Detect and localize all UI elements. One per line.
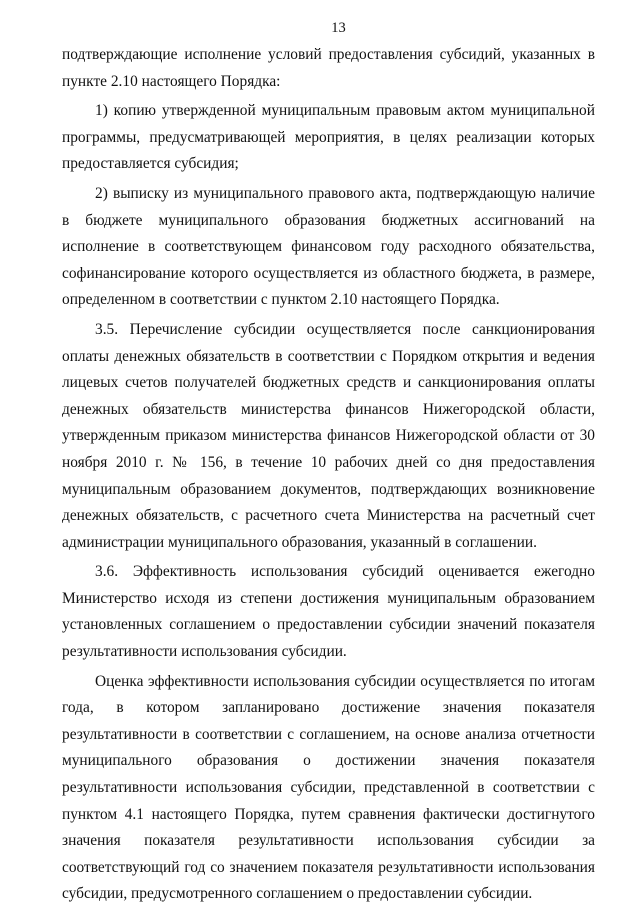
page-number: 13 (331, 20, 346, 36)
paragraph-item-1: 1) копию утвержденной муниципальным правовым актом муниципальной программы, предусматривающей мероприятия, в целях реализации которых предоставляется субсидия; (62, 102, 595, 173)
paragraph-item-2: 2) выписку из муниципального правового акта, подтверждающую наличие в бюджете муниципального образования бюджетных ассигнований на исполнение в соответствующем финансовом году расходного обязательства, софинансирование которого осуществляется из областного бюджета, в размере, определенном в соответствии с пунктом 2.10 настоящего Порядка. (62, 184, 595, 309)
paragraph-evaluation: Оценка эффективности использования субсидии осуществляется по итогам года, в котором запланировано достижение значения показателя результативности в соответствии с соглашением, на основе анализа отчетности муниципального образования о достижении значения показателя результативности использования субсидии, представленной в соответствии с пунктом 4.1 настоящего Порядка, путем сравнения фактически достигнутого значения показателя результативности использования субсидии за соответствующий год со значением показателя результативности использования субсидии, предусмотренного соглашением о предоставлении субсидии. (62, 672, 595, 903)
paragraph-continuation: подтверждающие исполнение условий предоставления субсидий, указанных в пункте 2.10 настоящего Порядка: (62, 46, 595, 90)
paragraph-3-6: 3.6. Эффективность использования субсидий оценивается ежегодно Министерство исходя из степени достижения муниципальным образованием установленных соглашением о предоставлении субсидии значений показателя результативности использования субсидии. (62, 563, 595, 661)
paragraph-3-5: 3.5. Перечисление субсидии осуществляется после санкционирования оплаты денежных обязательств в соответствии с Порядком открытия и ведения лицевых счетов получателей бюджетных средств и санкционирования оплаты денежных обязательств министерства финансов Нижегородской области, утвержденным приказом министерства финансов Нижегородской области от 30 ноября 2010 г. № 156, в течение 10 рабочих дней со дня предоставления муниципальным образованием документов, подтверждающих возникновение денежных обязательств, с расчетного счета Министерства на расчетный счет администрации муниципального образования, указанный в соглашении. (62, 320, 595, 551)
